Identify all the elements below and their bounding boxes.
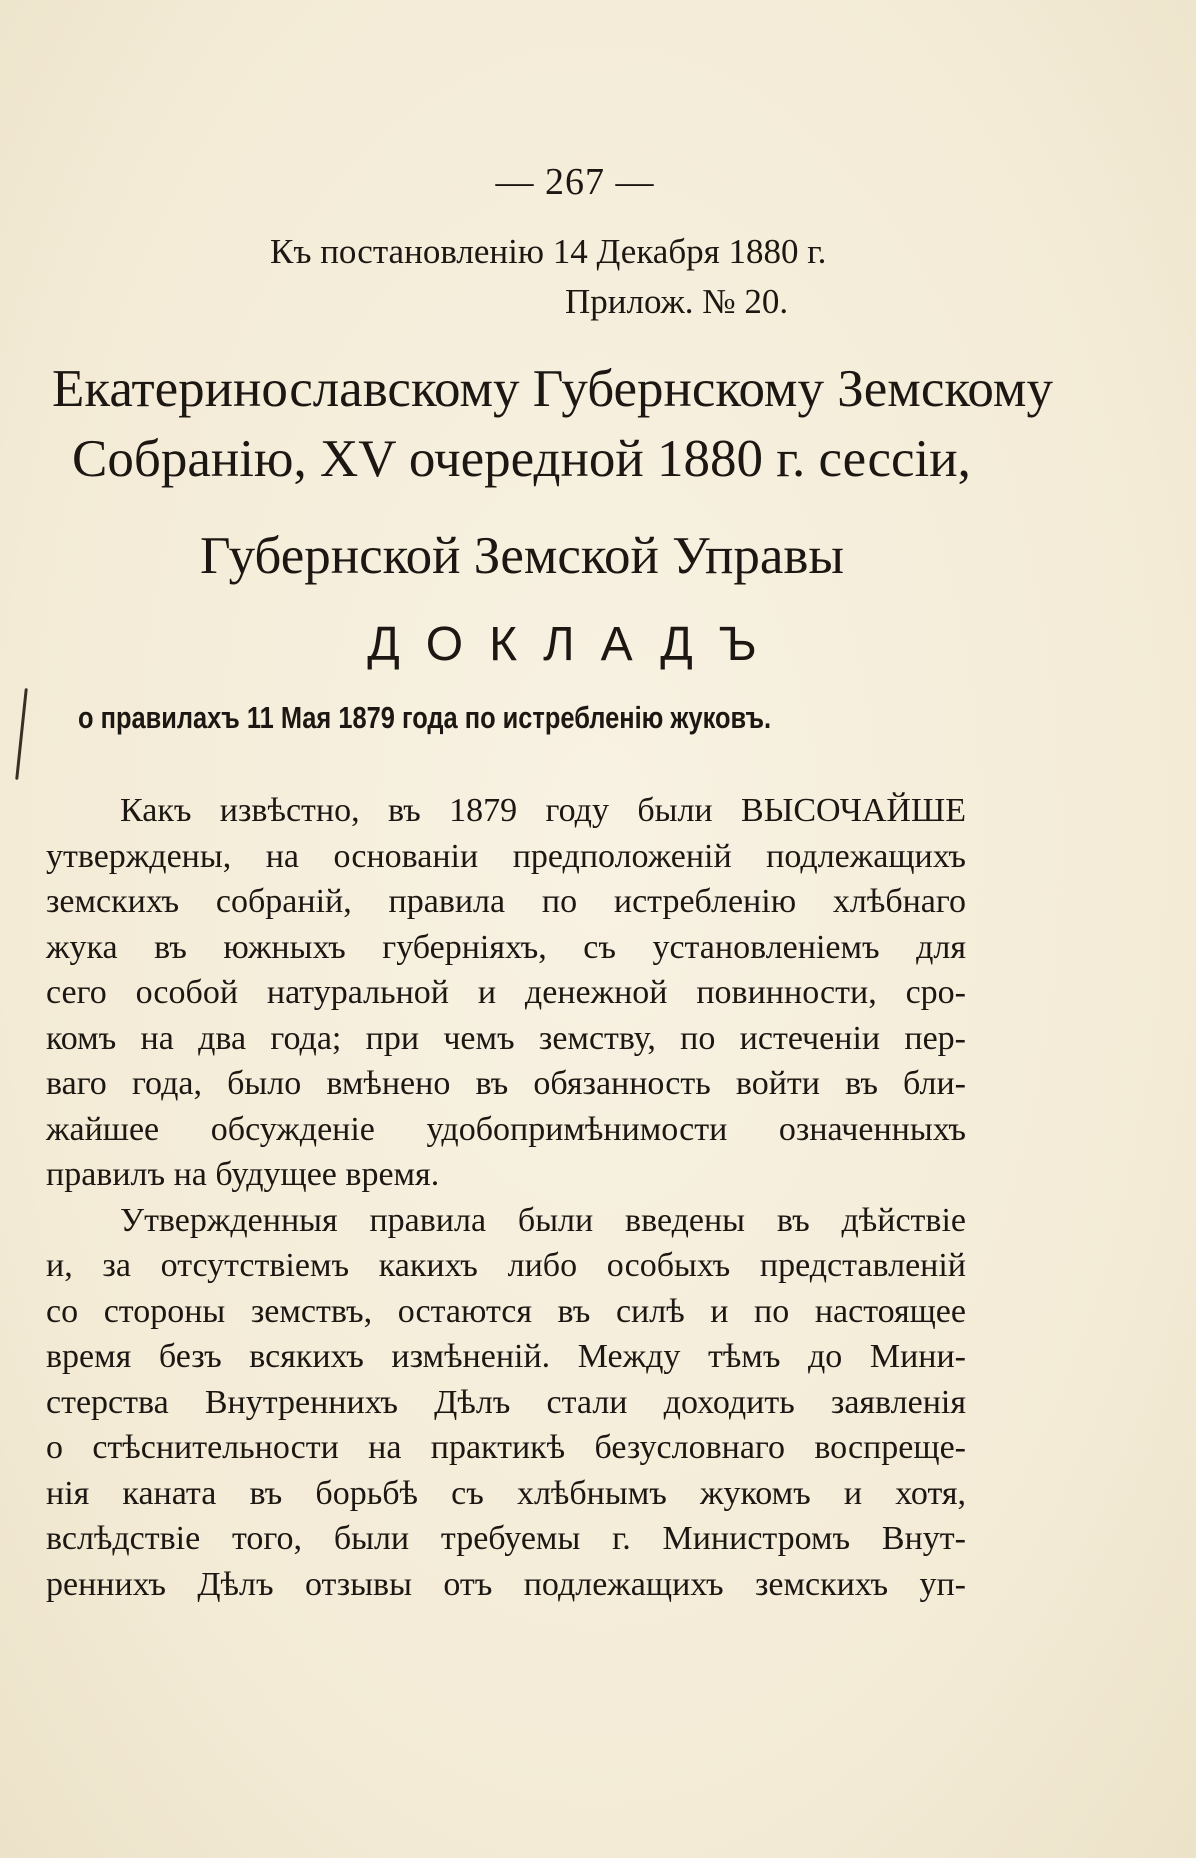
- page-number: — 267 —: [495, 161, 655, 203]
- body-line: комъ на два года; при чемъ земству, по истеченіи пер-: [46, 1019, 966, 1057]
- body-line: со стороны земствъ, остаются въ силѣ и по настоящее: [46, 1292, 966, 1330]
- report-title: ДОКЛАДЪ: [367, 618, 783, 671]
- body-line: реннихъ Дѣлъ отзывы отъ подлежащихъ земскихъ уп-: [46, 1565, 966, 1603]
- address-line: Екатеринославскому Губернскому Земскому: [52, 360, 1053, 418]
- body-line: и, за отсутствіемъ какихъ либо особыхъ представленій: [46, 1247, 966, 1284]
- body-line: правилъ на будущее время.: [46, 1156, 440, 1193]
- body-text: [46, 788, 966, 1607]
- appendix-number: Прилож. № 20.: [565, 282, 789, 321]
- body-line: время безъ всякихъ измѣненій. Между тѣмъ до Мини-: [46, 1338, 966, 1375]
- body-line: Какъ извѣстно, въ 1879 году были ВЫСОЧАЙШЕ: [120, 792, 966, 829]
- address-line: Губернской Земской Управы: [200, 527, 844, 585]
- body-line: ваго года, было вмѣнено въ обязанность войти въ бли-: [46, 1065, 966, 1102]
- body-line: нія каната въ борьбѣ съ хлѣбнымъ жукомъ и хотя,: [46, 1474, 966, 1512]
- body-line: о стѣснительности на практикѣ безусловнаго воспреще-: [46, 1429, 966, 1466]
- body-line: стерства Внутреннихъ Дѣлъ стали доходить заявленія: [46, 1383, 966, 1421]
- body-line: земскихъ собраній, правила по истребленію хлѣбнаго: [46, 883, 966, 920]
- resolution-reference: Къ постановленію 14 Декабря 1880 г.: [270, 232, 827, 271]
- address-line: Собранію, XV очередной 1880 г. сессіи,: [72, 430, 971, 488]
- body-line: утверждены, на основаніи предположеній подлежащихъ: [46, 837, 966, 875]
- body-line: сего особой натуральной и денежной повинности, сро-: [46, 974, 966, 1011]
- margin-pencil-mark: [15, 688, 28, 780]
- body-line: вслѣдствіе того, были требуемы г. Министромъ Внут-: [46, 1520, 966, 1557]
- body-line: жайшее обсужденіе удобопримѣнимости означенныхъ: [46, 1110, 966, 1148]
- body-line: Утвержденныя правила были введены въ дѣйствіе: [120, 1201, 966, 1239]
- body-line: жука въ южныхъ губерніяхъ, съ установленіемъ для: [46, 928, 966, 966]
- report-subject: о правилахъ 11 Мая 1879 года по истребленію жуковъ.: [78, 700, 772, 735]
